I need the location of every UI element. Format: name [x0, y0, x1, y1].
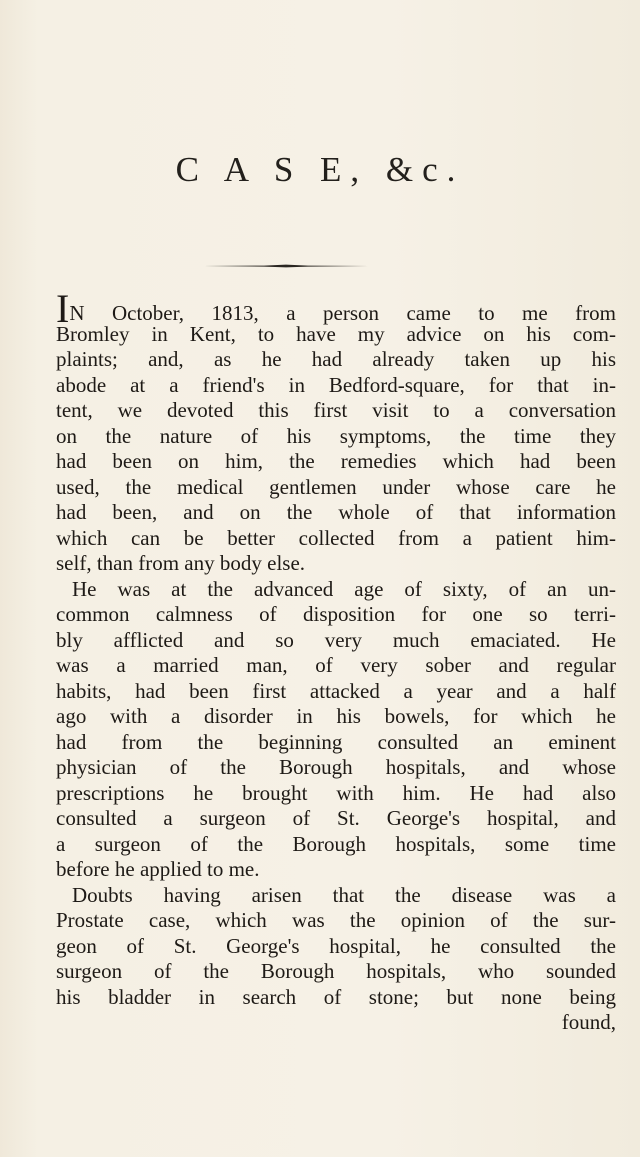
body-text: [56, 286, 616, 1036]
text-line: IN October, 1813, a person came to me from: [56, 286, 616, 331]
text-line: had been, and on the whole of that information: [56, 500, 616, 524]
text-line: geon of St. George's hospital, he consulted the: [56, 933, 616, 958]
text-line: habits, had been first attacked a year and a half: [56, 678, 616, 703]
text-line: used, the medical gentlemen under whose care he: [56, 474, 616, 499]
text-line: abode at a friend's in Bedford-square, for that in-: [56, 372, 616, 397]
text-line: self, than from any body else.: [56, 551, 306, 575]
text-line: had from the beginning consulted an eminent: [56, 729, 616, 754]
text-line: bly afflicted and so very much emaciated. He: [56, 627, 616, 652]
text-line: Prostate case, which was the opinion of the sur-: [56, 908, 616, 932]
text-line: which can be better collected from a patient him-: [56, 525, 616, 550]
text-line: his bladder in search of stone; but none being: [56, 984, 616, 1009]
text-line: plaints; and, as he had already taken up his: [56, 347, 616, 371]
text-line: He was at the advanced age of sixty, of an un-: [72, 576, 616, 601]
text-line: was a married man, of very sober and regular: [56, 653, 616, 677]
text-line: common calmness of disposition for one so terri-: [56, 602, 616, 626]
drop-cap: I: [56, 286, 70, 331]
text-line: prescriptions he brought with him. He had also: [56, 780, 616, 805]
text-line: on the nature of his symptoms, the time they: [56, 423, 616, 448]
text-line: Bromley in Kent, to have my advice on his com-: [56, 321, 616, 346]
text-line: consulted a surgeon of St. George's hospital, and: [56, 806, 616, 830]
page-title: C A S E, &c.: [175, 150, 465, 189]
text-line: a surgeon of the Borough hospitals, some time: [56, 831, 616, 856]
catchword: found,: [561, 1010, 616, 1034]
text-line: surgeon of the Borough hospitals, who sounded: [56, 959, 616, 983]
ornamental-rule: [204, 264, 368, 266]
text-line: before he applied to me.: [56, 857, 260, 881]
text-line: had been on him, the remedies which had been: [56, 449, 616, 473]
text-line: Doubts having arisen that the disease was a: [72, 882, 616, 907]
text-line: tent, we devoted this first visit to a conversation: [56, 398, 616, 422]
text-line: ago with a disorder in his bowels, for which he: [56, 704, 616, 728]
text-line: physician of the Borough hospitals, and whose: [56, 755, 616, 779]
